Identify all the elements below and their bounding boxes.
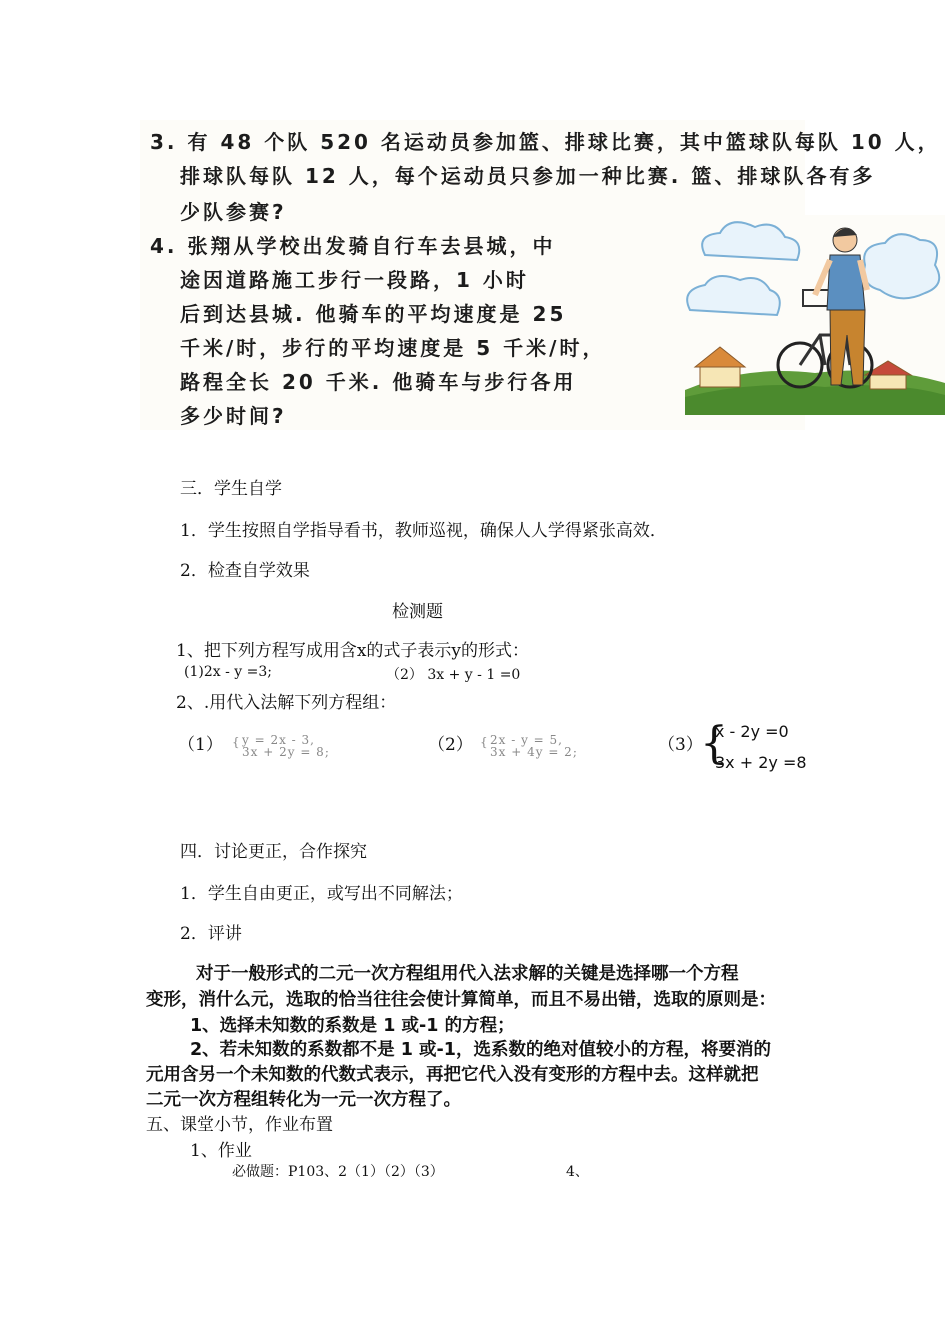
test-question1-b: （2） 3x + y - 1 =0	[386, 667, 521, 683]
rule1: 1、选择未知数的系数是 1 或-1 的方程；	[190, 1016, 515, 1036]
required-homework: 必做题：P103、2（1）（2）（3）	[232, 1164, 444, 1180]
rule2-line3: 二元一次方程组转化为一元一次方程了。	[146, 1090, 461, 1110]
test-question2: 2、.用代入法解下列方程组：	[176, 693, 397, 713]
section3-item2: 2．检查自学效果	[180, 561, 310, 581]
test-question1-a: (1)2x - y =3;	[184, 664, 272, 680]
section3-heading: 三．学生自学	[180, 479, 282, 499]
rule2-line1: 2、若未知数的系数都不是 1 或-1，选系数的绝对值较小的方程，将要消的	[190, 1040, 771, 1060]
test-question1: 1、把下列方程写成用含x的式子表示y的形式：	[176, 641, 530, 661]
section5-heading: 五、课堂小节，作业布置	[146, 1115, 333, 1135]
section4-heading: 四．讨论更正，合作探究	[180, 842, 367, 862]
q4-line6: 多少时间?	[180, 404, 287, 428]
system2-label: （2）	[428, 735, 473, 755]
required-homework-extra: 4、	[566, 1164, 589, 1180]
system2-line1: 2x - y = 5,	[490, 733, 563, 747]
section3-item1: 1．学生按照自学指导看书，教师巡视，确保人人学得紧张高效．	[180, 521, 667, 541]
system1-line2: 3x + 2y = 8;	[242, 745, 330, 759]
q4-line3: 后到达县城. 他骑车的平均速度是 25	[180, 302, 567, 326]
brace-icon: {	[232, 735, 241, 749]
q3-line1: 3. 有 48 个队 520 名运动员参加篮、排球比赛，其中篮球队每队 10 人，	[150, 130, 941, 154]
bicycle-boy-illustration	[685, 215, 945, 415]
brace-icon: {	[700, 718, 728, 769]
homework-label: 1、作业	[190, 1141, 252, 1161]
system2-line2: 3x + 4y = 2;	[490, 745, 578, 759]
system3-line2: 3x + 2y =8	[715, 753, 807, 772]
section4-item2: 2．评讲	[180, 924, 242, 944]
section4-item1: 1．学生自由更正，或写出不同解法；	[180, 884, 463, 904]
test-title: 检测题	[392, 602, 443, 622]
system1-line1: y = 2x - 3,	[242, 733, 315, 747]
summary-line2: 变形，消什么元，选取的恰当往往会使计算简单，而且不易出错，选取的原则是：	[146, 990, 776, 1010]
q4-line4: 千米/时，步行的平均速度是 5 千米/时，	[180, 336, 606, 360]
system3-line1: x - 2y =0	[715, 722, 789, 741]
q3-line3: 少队参赛?	[180, 200, 287, 224]
q4-line2: 途因道路施工步行一段路，1 小时	[180, 268, 529, 292]
textbook-scan	[140, 120, 941, 430]
brace-icon: {	[480, 735, 489, 749]
q4-line5: 路程全长 20 千米. 他骑车与步行各用	[180, 370, 577, 394]
system1-label: （1）	[178, 735, 223, 755]
summary-line1: 对于一般形式的二元一次方程组用代入法求解的关键是选择哪一个方程	[196, 964, 739, 984]
q3-line2: 排球队每队 12 人，每个运动员只参加一种比赛. 篮、排球队各有多	[180, 164, 876, 188]
rule2-line2: 元用含另一个未知数的代数式表示，再把它代入没有变形的方程中去。这样就把	[146, 1065, 759, 1085]
system3-label: （3）	[658, 735, 703, 755]
q4-line1: 4. 张翔从学校出发骑自行车去县城，中	[150, 234, 556, 258]
